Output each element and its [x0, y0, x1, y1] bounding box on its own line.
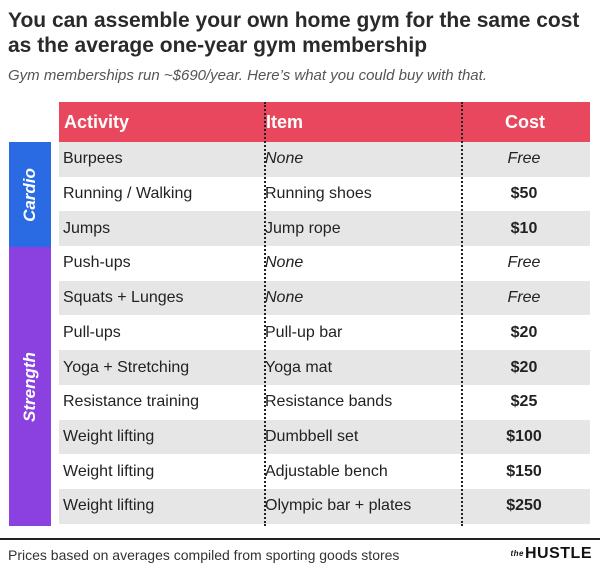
item-cell: None [265, 289, 304, 307]
category-strength [9, 247, 51, 526]
activity-cell: Burpees [63, 150, 123, 168]
column-divider [461, 102, 463, 526]
table-row [59, 489, 590, 524]
table-row [59, 420, 590, 455]
category-strength-label: Strength [20, 351, 39, 422]
hustle-logo [511, 545, 593, 563]
table-row [59, 246, 590, 281]
table-row [59, 281, 590, 316]
cost-cell: $50 [510, 185, 538, 203]
header-cost: Cost [505, 112, 545, 132]
table-row [59, 350, 590, 385]
activity-cell: Squats + Lunges [63, 289, 184, 307]
cost-cell: $25 [510, 393, 538, 411]
activity-cell: Yoga + Stretching [63, 358, 190, 376]
activity-cell: Pull-ups [63, 323, 121, 341]
item-cell: Pull-up bar [265, 323, 343, 341]
category-cardio-label: Cardio [20, 167, 39, 222]
activity-cell: Jumps [63, 219, 111, 237]
cost-cell: $20 [510, 358, 538, 376]
cost-cell: $100 [506, 427, 542, 445]
item-cell: Olympic bar + plates [265, 497, 412, 515]
column-divider [264, 102, 266, 526]
footer-note: Prices based on averages compiled from sporting goods stores [8, 547, 400, 563]
category-cardio [9, 142, 51, 247]
activity-cell: Weight lifting [63, 462, 155, 480]
item-cell: Adjustable bench [265, 462, 388, 480]
item-cell: None [265, 150, 304, 168]
gym-cost-table [9, 102, 590, 526]
cost-cell: $250 [506, 497, 542, 515]
item-cell: Yoga mat [265, 358, 333, 376]
item-cell: Resistance bands [265, 393, 393, 411]
page-subtitle: Gym memberships run ~$690/year. Here’s what you could buy with that. [8, 67, 487, 84]
cost-cell: Free [507, 150, 541, 168]
cost-cell: $10 [510, 219, 538, 237]
item-cell: None [265, 254, 304, 272]
activity-cell: Weight lifting [63, 497, 155, 515]
table-row [59, 211, 590, 246]
table-row [59, 454, 590, 489]
activity-cell: Push-ups [63, 254, 131, 272]
activity-cell: Resistance training [63, 393, 200, 411]
table-row [59, 177, 590, 212]
item-cell: Dumbbell set [265, 427, 359, 445]
table-row [59, 316, 590, 351]
table-header [59, 102, 590, 142]
activity-cell: Weight lifting [63, 427, 155, 445]
cost-cell: $20 [510, 323, 538, 341]
item-cell: Jump rope [265, 219, 341, 237]
logo-the: the [510, 549, 524, 559]
header-item: Item [266, 112, 304, 132]
logo-hustle: HUSTLE [525, 545, 592, 562]
page-title: You can assemble your own home gym for the same cost as the average one-year gym membership [8, 9, 580, 57]
table-row [59, 142, 590, 177]
footer-divider [0, 538, 600, 540]
item-cell: Running shoes [265, 185, 372, 203]
table-row [59, 385, 590, 420]
activity-cell: Running / Walking [63, 185, 193, 203]
cost-cell: Free [507, 289, 541, 307]
header-activity: Activity [64, 112, 130, 132]
cost-cell: Free [507, 254, 541, 272]
cost-cell: $150 [506, 462, 542, 480]
